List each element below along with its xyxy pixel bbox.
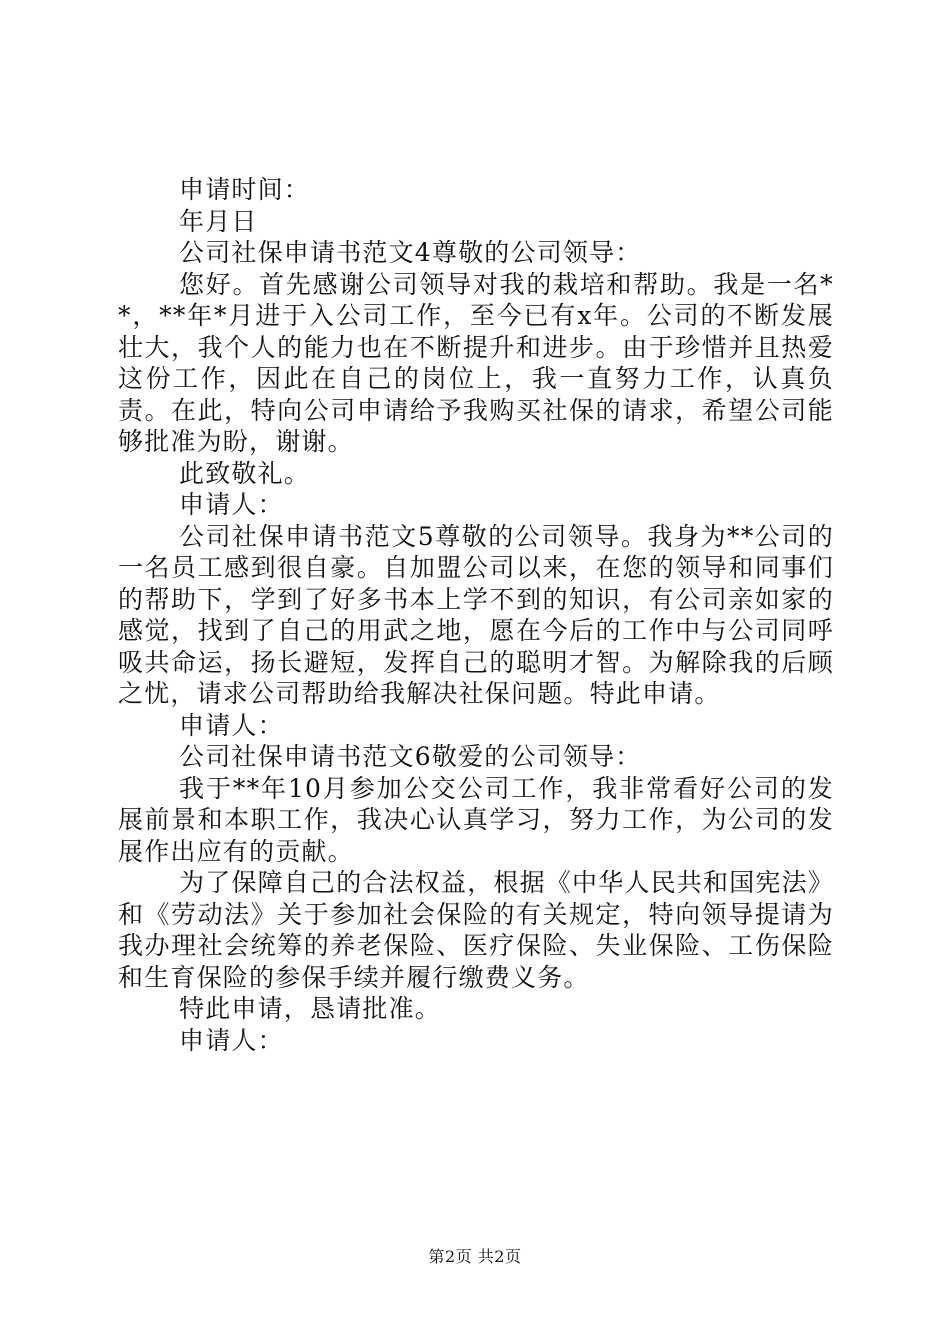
- date-line: 年月日: [179, 206, 258, 236]
- sample-4-heading: 公司社保申请书范文4尊敬的公司领导：: [179, 238, 642, 267]
- sample-6-heading: 公司社保申请书范文6敬爱的公司领导：: [179, 742, 642, 771]
- applicant-line: 申请人：: [179, 710, 284, 740]
- sample-6-body-2: 为了保障自己的合法权益，根据《中华人民共和国宪法》和《劳动法》关于参加社会保险的有关规定，特向领导提请为我办理社会统筹的养老保险、医疗保险、失业保险、工伤保险和生育保险的参保手续并履行缴费义务。: [118, 868, 835, 992]
- sample-4-body: 您好。首先感谢公司领导对我的栽培和帮助。我是一名**，**年*月进于入公司工作，至今已有x年。公司的不断发展壮大，我个人的能力也在不断提升和进步。由于珍惜并且热爱这份工作，因此在自己的岗位上，我一直努力工作，认真负责。在此，特向公司申请给予我购买社保的请求，希望公司能够批准为盼，谢谢。: [118, 269, 834, 456]
- applicant-line: 申请人：: [179, 490, 284, 519]
- sample-5-body: 公司社保申请书范文5尊敬的公司领导。我身为**公司的一名员工感到很自豪。自加盟公司以来，在您的领导和同事们的帮助下，学到了好多书本上学不到的知识，有公司亲如家的感觉，找到了自己的用武之地，愿在今后的工作中与公司同呼吸共命运，扬长避短，发挥自己的聪明才智。为解除我的后顾之忧，请求公司帮助给我解决社保问题。特此申请。: [118, 521, 834, 708]
- request-approval-line: 特此申请，恳请批准。: [179, 994, 442, 1023]
- closing-salute: 此致敬礼。: [179, 458, 311, 488]
- sample-6-body-1: 我于**年10月参加公交公司工作，我非常看好公司的发展前景和本职工作，我决心认真学习，努力工作，为公司的发展作出应有的贡献。: [118, 773, 834, 866]
- application-time-line: 申请时间：: [179, 175, 311, 204]
- document-body: [118, 174, 834, 1056]
- applicant-line: 申请人：: [179, 1025, 284, 1055]
- page-number-footer: 第2页 共2页: [428, 1247, 522, 1266]
